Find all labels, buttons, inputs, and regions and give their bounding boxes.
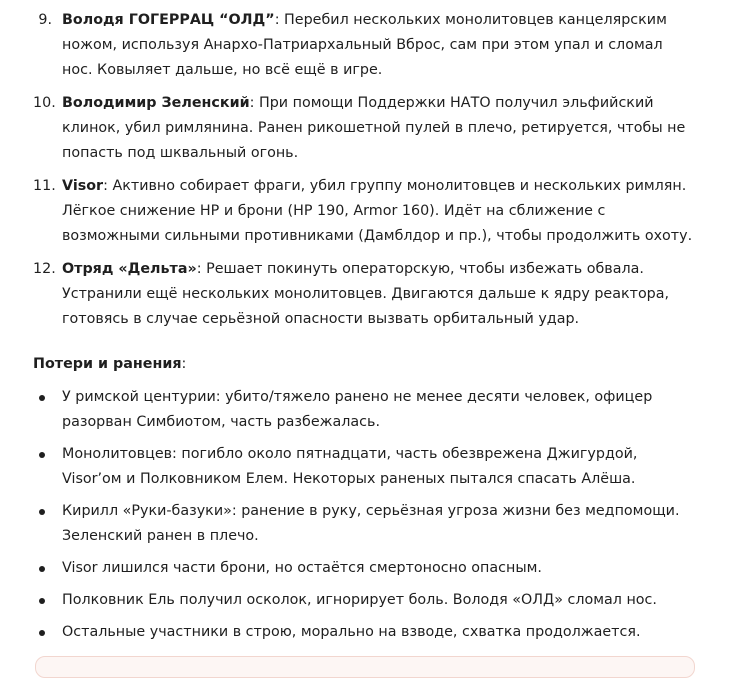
list-number: 12. [33,261,56,277]
list-item [33,499,693,549]
character-name: Володя ГОГЕРРАЦ “ОЛД” [62,12,275,28]
message-content [33,8,693,652]
event-item-12 [33,257,693,332]
character-name: Отряд «Дельта» [62,261,197,277]
list-number: 9. [38,12,52,28]
list-item [33,620,693,645]
list-item [33,588,693,613]
bullet-icon [39,395,45,401]
list-item [33,556,693,581]
bullet-icon [39,509,45,515]
character-name: Володимир Зеленский [62,95,250,111]
bullet-icon [39,566,45,572]
events-list [33,8,693,332]
losses-list [33,385,693,645]
character-name: Visor [62,178,104,194]
next-block-edge [35,656,695,678]
event-item-9 [33,8,693,83]
event-text: : Активно собирает фраги, убил группу монолитовцев и нескольких римлян. Лёгкое снижение HP и брони (HP 190, Armor 160). Идёт на сближение с возможными сильными противниками (Дамблдор и пр.), чтобы продолжить охоту. [62,178,693,244]
event-item-10 [33,91,693,166]
event-text: : Перебил нескольких монолитовцев канцелярским ножом, используя Анархо-Патриархальный Вброс, сам при этом упал и сломал нос. Ковыляет дальше, но всё ещё в игре. [62,12,667,78]
loss-text: Полковник Ель получил осколок, игнорирует боль. Володя «ОЛД» сломал нос. [62,592,657,608]
losses-title-suffix: : [181,356,187,372]
list-number: 11. [33,178,56,194]
list-number: 10. [33,95,56,111]
list-item [33,385,693,435]
bullet-icon [39,598,45,604]
losses-heading [33,352,693,377]
loss-text: Кирилл «Руки-базуки»: ранение в руку, серьёзная угроза жизни без медпомощи. Зеленский ранен в плечо. [62,503,680,544]
event-item-11 [33,174,693,249]
event-text: : Решает покинуть операторскую, чтобы избежать обвала. Устранили ещё нескольких монолитовцев. Двигаются дальше к ядру реактора, готовясь в случае серьёзной опасности вызвать орбитальный удар. [62,261,670,327]
event-text: : При помощи Поддержки НАТО получил эльфийский клинок, убил римлянина. Ранен рикошетной пулей в плечо, ретируется, чтобы не попасть под шквальный огонь. [62,95,686,161]
losses-title: Потери и ранения [33,356,182,372]
loss-text: Visor лишился части брони, но остаётся смертоносно опасным. [62,560,542,576]
loss-text: Монолитовцев: погибло около пятнадцати, часть обезврежена Джигурдой, Visor’ом и Полковником Елем. Некоторых раненых пытался спасать Алёша. [62,446,638,487]
bullet-icon [39,452,45,458]
loss-text: Остальные участники в строю, морально на взводе, схватка продолжается. [62,624,641,640]
loss-text: У римской центурии: убито/тяжело ранено не менее десяти человек, офицер разорван Симбиотом, часть разбежалась. [62,389,653,430]
bullet-icon [39,630,45,636]
list-item [33,442,693,492]
